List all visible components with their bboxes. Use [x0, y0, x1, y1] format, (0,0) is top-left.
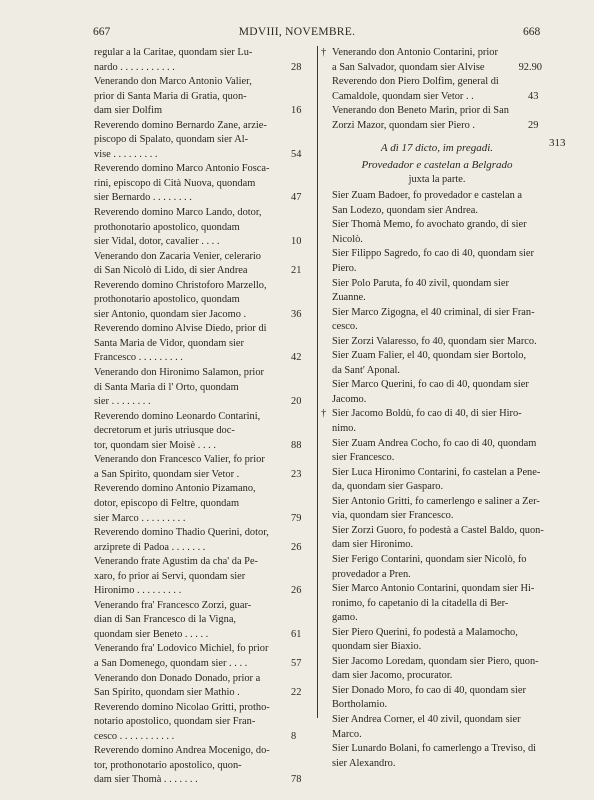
candidate-entry — [332, 713, 542, 742]
entry-line: Zuanne. — [332, 292, 366, 304]
candidate-entry — [332, 524, 542, 553]
candidate-entry — [332, 582, 542, 626]
entry-line: dam sier Hironimo. — [332, 539, 414, 551]
entry-line: a San Salvador, quondam sier Alvise — [332, 61, 485, 73]
candidate-entry — [332, 742, 542, 771]
right-column — [321, 46, 544, 771]
entry-line: Reverendo domino Andrea Mocenigo, do- — [94, 745, 270, 757]
ledger-entry: Reverendo domino Thadio Querini, dotor, arziprete di Padoa . . . . . . . 26 — [94, 526, 305, 555]
entry-line: Marco. — [332, 728, 362, 740]
entry-line: di San Nicolò di Lido, di sier Andrea — [94, 265, 248, 277]
entry-line: dam sier Jacomo, procurator. — [332, 670, 453, 682]
vote-count: 92.90 — [518, 61, 542, 73]
ledger-entry: regular a la Caritae, quondam sier Lu- nardo . . . . . . . . . . . 28 — [94, 46, 305, 75]
entry-line: Reverendo domino Leonardo Contarini, — [94, 410, 261, 422]
section-date: A dì 17 dicto, im pregadi. — [380, 142, 494, 155]
entry-line: Piero. — [332, 263, 357, 275]
entry-line: vise . . . . . . . . . — [94, 148, 158, 160]
entry-line: San Spirito, quondam sier Mathio . — [94, 687, 240, 699]
entry-line: Zorzi Mazor, quondam sier Piero . — [332, 119, 475, 131]
entry-line: prothonotario apostolico, quondam — [94, 294, 240, 306]
entry-line: Camaldole, quondam sier Vetor . . — [332, 90, 474, 102]
entry-line: regular a la Caritae, quondam sier Lu- — [94, 47, 253, 58]
entry-line: Venerando don Donado Donado, prior a — [94, 672, 261, 684]
entry-line: Sier Jacomo Loredam, quondam sier Piero, quon- — [332, 655, 539, 667]
entry-line: da Sant' Aponal. — [332, 364, 400, 376]
entry-line: prothonotario apostolico, quondam — [94, 221, 240, 233]
entry-line: Sier Marco Zigogna, el 40 criminal, di sier Fran- — [332, 306, 535, 318]
left-page-number: 667 — [93, 26, 111, 38]
ledger-entry: Venerando frate Agustim da cha' da Pe- xaro, fo prior ai Servi, quondam sier Hironimo . . . . . . . . . 26 — [94, 555, 305, 599]
ledger-entry: Venerando don Beneto Marin, prior di San Zorzi Mazor, quondam sier Piero . 29 — [332, 104, 542, 133]
right-top-entries — [321, 46, 542, 133]
entry-line: decretorum et juris utriusque doc- — [94, 425, 235, 437]
ledger-entry: Reverendo domino Antonio Pizamano, dotor, episcopo di Feltre, quondam sier Marco . . . . . . . . . 79 — [94, 482, 305, 526]
ledger-entry — [321, 46, 542, 75]
entry-line: via, quondam sier Francesco. — [332, 510, 454, 522]
entry-line: sier Bernardo . . . . . . . . — [94, 192, 192, 204]
candidate-entry — [332, 495, 542, 524]
candidate-entry — [332, 437, 542, 466]
entry-line: Reverendo domino Marco Lando, dotor, — [94, 207, 262, 219]
entry-line: sier Vidal, dotor, cavalier . . . . — [94, 236, 220, 248]
entry-line: Venerando fra' Lodovico Michiel, fo prior — [94, 643, 269, 655]
entry-line: Reverendo domino Alvise Diedo, prior di — [94, 323, 267, 335]
entry-line: Reverendo domino Bernardo Zane, arzie- — [94, 119, 267, 131]
candidate-entry — [332, 553, 542, 582]
section-subtitle: juxta la parte. — [408, 173, 466, 185]
entry-line: notario apostolico, quondam sier Fran- — [94, 716, 256, 728]
candidate-entry — [332, 378, 542, 407]
entry-line: cesco . . . . . . . . . . . — [94, 730, 175, 742]
entry-line: arziprete di Padoa . . . . . . . — [94, 541, 206, 553]
entry-line: Nicolò. — [332, 233, 363, 245]
entry-line: Sier Filippo Sagredo, fo cao di 40, quondam sier — [332, 248, 535, 260]
entry-line: Reverendo don Piero Dolfim, general di — [332, 76, 499, 88]
entry-line: piscopo di Spalato, quondam sier Al- — [94, 134, 249, 146]
candidate-entry — [332, 349, 542, 378]
entry-line: Sier Zorzi Valaresso, fo 40, quondam sier Marco. — [332, 335, 537, 347]
entry-line: Sier Thomà Memo, fo avochato grando, di sier — [332, 219, 527, 231]
entry-line: San Lodezo, quondam sier Andrea. — [332, 204, 479, 216]
entry-line: sier Marco . . . . . . . . . — [94, 512, 186, 524]
entry-line: ronimo, fo capetanio di la citadella di Ber- — [332, 597, 509, 609]
entry-line: Francesco . . . . . . . . . — [94, 352, 183, 364]
ledger-entry: Venerando don Zacaria Venier, celerario di San Nicolò di Lido, di sier Andrea 21 — [94, 250, 305, 279]
candidate-entry — [332, 306, 542, 335]
entry-line: Reverendo domino Christoforo Marzello, — [94, 279, 267, 291]
entry-line: Sier Jacomo Boldù, fo cao di 40, di sier Hiro- — [332, 408, 522, 420]
entry-line: cesco. — [332, 321, 358, 333]
entry-line: dotor, episcopo di Feltre, quondam — [94, 497, 240, 509]
margin-number: 313 — [549, 137, 566, 149]
entry-line: prior di Santa Maria di Gratia, quon- — [94, 90, 247, 102]
candidate-entry — [332, 218, 542, 247]
ledger-entry: Reverendo domino Marco Lando, dotor, prothonotario apostolico, quondam sier Vidal, dotor, cavalier . . . . 10 — [94, 206, 305, 250]
entry-line: Sier Polo Paruta, fo 40 zivil, quondam sier — [332, 277, 509, 289]
entry-line: Venerando don Zacaria Venier, celerario — [94, 250, 261, 262]
entry-line: Venerando don Beneto Marin, prior di San — [332, 105, 509, 117]
entry-line: tor, quondam sier Moisè . . . . — [94, 439, 216, 451]
ledger-entry: Reverendo domino Leonardo Contarini, decretorum et juris utriusque doc- tor, quondam sier Moisè . . . . 88 — [94, 410, 305, 454]
entry-line: Sier Lunardo Bolani, fo camerlengo a Treviso, di — [332, 743, 537, 755]
dagger-mark: † — [321, 408, 327, 420]
candidate-entry — [332, 684, 542, 713]
entry-line: sier Alexandro. — [332, 757, 396, 769]
candidate-entry — [332, 335, 542, 350]
ledger-entry: Reverendo domino Alvise Diedo, prior di Santa Maria de Vidor, quondam sier Francesco . . . . . . . . . 42 — [94, 322, 305, 366]
running-title: MDVIII, NOVEMBRE. — [238, 26, 356, 38]
candidate-entry — [321, 407, 542, 436]
dagger-mark: † — [321, 47, 327, 58]
ledger-entry: Reverendo domino Christoforo Marzello, prothonotario apostolico, quondam sier Antonio, quondam sier Jacomo . 36 — [94, 279, 305, 323]
section-title: Provedador e castelan a Belgrado — [361, 159, 513, 172]
entry-line: Venerando don Antonio Contarini, prior — [332, 47, 498, 58]
ledger-entry: Venerando don Hironimo Salamon, prior di Santa Maria di l' Orto, quondam sier . . . . . . . . 20 — [94, 366, 305, 410]
ledger-entry: Venerando don Marco Antonio Valier, prior di Santa Maria di Gratia, quon- dam sier Dolfim 16 — [94, 75, 305, 119]
entry-line: nardo . . . . . . . . . . . — [94, 61, 175, 73]
candidate-list — [321, 189, 544, 771]
entry-line: di Santa Maria di l' Orto, quondam — [94, 381, 239, 393]
ledger-entry: Venerando don Francesco Valier, fo prior a San Spirito, quondam sier Vetor . 23 — [94, 453, 305, 482]
entry-line: Jacomo. — [332, 393, 367, 405]
right-page-number: 668 — [523, 26, 541, 38]
entry-line: xaro, fo prior ai Servi, quondam sier — [94, 570, 246, 582]
entry-line: Sier Marco Antonio Contarini, quondam sier Hi- — [332, 583, 535, 595]
entry-line: nimo. — [332, 423, 356, 435]
entry-line: dian di San Francesco di la Vigna, — [94, 614, 237, 626]
entry-line: Sier Marco Querini, fo cao di 40, quondam sier — [332, 379, 529, 391]
entry-line: Sier Piero Querini, fo podestà a Malamocho, — [332, 626, 518, 638]
entry-line: rini, episcopo di Cità Nuova, quondam — [94, 177, 256, 189]
ledger-entry: Reverendo don Piero Dolfim, general di Camaldole, quondam sier Vetor . . 43 — [332, 75, 542, 104]
ledger-entry: Reverendo domino Bernardo Zane, arzie- piscopo di Spalato, quondam sier Al- vise . . . . . . . . . 54 — [94, 119, 305, 163]
ledger-entry: Venerando don Donado Donado, prior a San Spirito, quondam sier Mathio . 22 — [94, 672, 305, 701]
entry-line: tor, prothonotario apostolico, quon- — [94, 759, 242, 771]
entry-line: quondam sier Biaxio. — [332, 641, 422, 653]
entry-line: dam sier Thomà . . . . . . . — [94, 774, 198, 786]
entry-line: da, quondam sier Gasparo. — [332, 481, 444, 493]
entry-line: Venerando don Marco Antonio Valier, — [94, 76, 252, 88]
candidate-entry — [332, 189, 542, 218]
entry-line: Santa Maria de Vidor, quondam sier — [94, 337, 244, 349]
ledger-entry: Reverendo domino Nicolao Gritti, protho- notario apostolico, quondam sier Fran- cesco . . . . . . . . . . . 8 — [94, 701, 305, 745]
entry-line: Sier Zuam Andrea Cocho, fo cao di 40, quondam — [332, 437, 537, 449]
entry-line: Sier Donado Moro, fo cao di 40, quondam sier — [332, 684, 526, 696]
entry-line: Sier Zuam Falier, el 40, quondam sier Bortolo, — [332, 350, 527, 362]
entry-line: Sier Zorzi Guoro, fo podestà a Castel Baldo, quon- — [332, 524, 544, 536]
entry-line: Reverendo domino Thadio Querini, dotor, — [94, 527, 269, 539]
entry-line: Reverendo domino Antonio Pizamano, — [94, 483, 256, 495]
entry-line: Sier Ferigo Contarini, quondam sier Nicolò, fo — [332, 553, 527, 565]
entry-line: Bortholamio. — [332, 699, 388, 711]
entry-line: Sier Andrea Corner, el 40 zivil, quondam sier — [332, 713, 521, 725]
entry-line: sier Francesco. — [332, 452, 395, 464]
entry-line: Venerando fra' Francesco Zorzi, guar- — [94, 599, 252, 611]
candidate-entry — [332, 626, 542, 655]
entry-line: Venerando don Francesco Valier, fo prior — [94, 454, 265, 466]
entry-line: Venerando don Hironimo Salamon, prior — [94, 367, 264, 379]
candidate-entry — [332, 466, 542, 495]
entry-line: Venerando frate Agustim da cha' da Pe- — [94, 556, 259, 568]
entry-line: Sier Antonio Gritti, fo camerlengo e saliner a Zer- — [332, 495, 540, 507]
ledger-entry: Venerando fra' Lodovico Michiel, fo prior a San Domenego, quondam sier . . . . 57 — [94, 642, 305, 671]
ledger-entry: Reverendo domino Andrea Mocenigo, do- tor, prothonotario apostolico, quon- dam sier Thomà . . . . . . . 78 — [94, 744, 305, 788]
entry-line: quondam sier Beneto . . . . . — [94, 628, 209, 640]
entry-line: dam sier Dolfim — [94, 105, 163, 117]
entry-line: Sier Luca Hironimo Contarini, fo castelan a Pene- — [332, 466, 541, 478]
left-column — [94, 46, 305, 788]
candidate-entry — [332, 277, 542, 306]
entry-line: Reverendo domino Nicolao Gritti, protho- — [94, 701, 270, 713]
entry-line: Sier Zuam Badoer, fo provedador e castelan a — [332, 190, 522, 202]
column-divider — [317, 46, 318, 718]
entry-line: gamo. — [332, 612, 358, 624]
entry-line: sier . . . . . . . . — [94, 396, 151, 408]
entry-line: a San Domenego, quondam sier . . . . — [94, 657, 248, 669]
entry-line: Reverendo domino Marco Antonio Fosca- — [94, 163, 270, 175]
candidate-entry — [332, 655, 542, 684]
entry-line: provedador a Pren. — [332, 568, 411, 580]
candidate-entry — [332, 247, 542, 276]
ledger-entry: Venerando fra' Francesco Zorzi, guar- dian di San Francesco di la Vigna, quondam sier Beneto . . . . . 61 — [94, 599, 305, 643]
entry-line: sier Antonio, quondam sier Jacomo . — [94, 308, 247, 320]
entry-line: Hironimo . . . . . . . . . — [94, 585, 182, 597]
entry-line: a San Spirito, quondam sier Vetor . — [94, 468, 240, 480]
ledger-entry: Reverendo domino Marco Antonio Fosca- rini, episcopo di Cità Nuova, quondam sier Bernardo . . . . . . . . 47 — [94, 162, 305, 206]
